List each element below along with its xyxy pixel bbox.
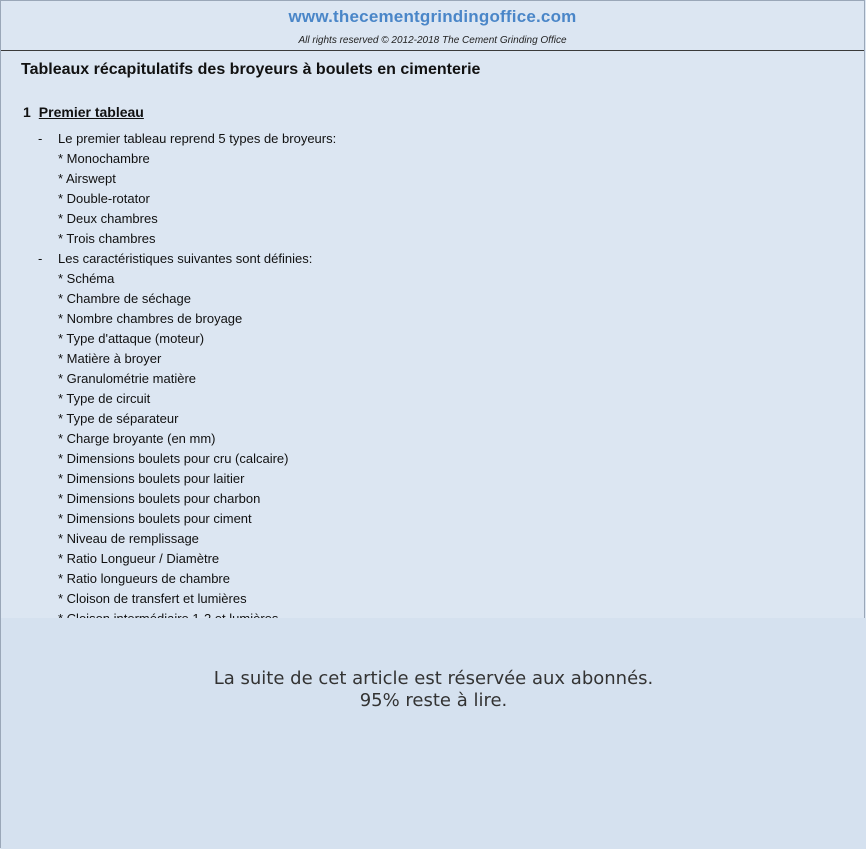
list-item: * Cloison de transfert et lumières <box>58 591 247 606</box>
article-title: Tableaux récapitulatifs des broyeurs à boulets en cimenterie <box>21 61 481 78</box>
site-url-link[interactable]: www.thecementgrindingoffice.com <box>288 7 577 26</box>
section-number: 1 <box>23 104 31 120</box>
copyright-notice: All rights reserved © 2012-2018 The Cement Grinding Office <box>298 35 567 46</box>
list-item: * Niveau de remplissage <box>58 531 199 546</box>
list-dash: - <box>38 251 43 266</box>
list-item: * Matière à broyer <box>58 351 162 366</box>
list-item <box>38 129 336 149</box>
list-item: * Ratio Longueur / Diamètre <box>58 551 220 566</box>
list-intro: Le premier tableau reprend 5 types de broyeurs: <box>58 131 337 146</box>
list-item: * Deux chambres <box>58 211 158 226</box>
list-item: * Dimensions boulets pour ciment <box>58 511 252 526</box>
list-item: * Ratio longueurs de chambre <box>58 571 230 586</box>
list-item: * Monochambre <box>58 151 150 166</box>
list-item <box>38 249 336 269</box>
section-label: Premier tableau <box>38 104 144 120</box>
list-item: * Chambre de séchage <box>58 291 191 306</box>
list-dash: - <box>38 131 43 146</box>
list-intro: Les caractéristiques suivantes sont définies: <box>58 251 313 266</box>
list-item: * Dimensions boulets pour cru (calcaire) <box>58 451 289 466</box>
list-item: * Dimensions boulets pour charbon <box>58 491 261 506</box>
list-item: * Type de séparateur <box>58 411 179 426</box>
list-item: * Type de circuit <box>58 391 151 406</box>
list-item: * Nombre chambres de broyage <box>58 311 243 326</box>
list-item: * Trois chambres <box>58 231 156 246</box>
article-content <box>1 1 864 618</box>
section-heading <box>23 104 144 120</box>
paywall-message <box>1 668 866 712</box>
list-item: * Airswept <box>58 171 116 186</box>
paywall-overlay <box>1 618 866 849</box>
list-item: * Dimensions boulets pour laitier <box>58 471 245 486</box>
list-item: * Granulométrie matière <box>58 371 196 386</box>
paywall-line-subscribers: La suite de cet article est réservée aux abonnés. <box>213 668 654 689</box>
list-item: * Schéma <box>58 271 115 286</box>
list-item: * Double-rotator <box>58 191 150 206</box>
list-item: * Charge broyante (en mm) <box>58 431 216 446</box>
list-item: * Type d'attaque (moteur) <box>58 331 205 346</box>
paywall-line-remaining: 95% reste à lire. <box>359 690 508 711</box>
mill-types-list <box>38 129 336 629</box>
